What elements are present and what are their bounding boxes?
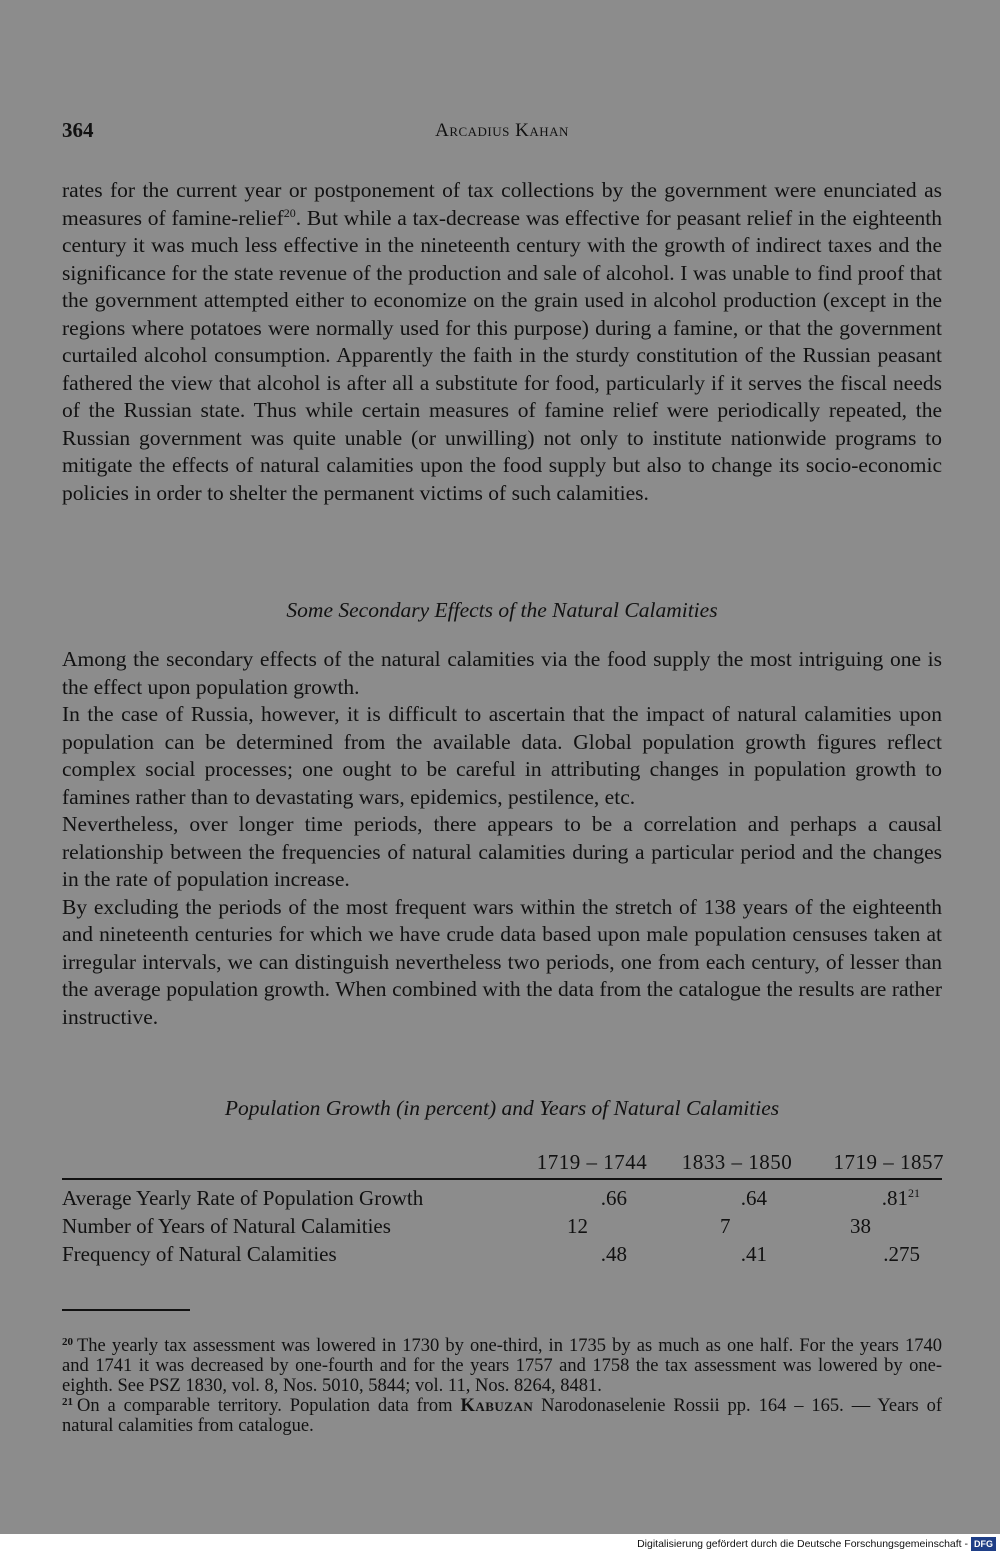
footnote-divider [62, 1309, 190, 1311]
paragraph: In the case of Russia, however, it is difficult to ascertain that the impact of natural calamities upon population can be determined from the available data. Global population growth figures reflect complex social processes; one ought to be careful in attributing changes in population growth to famines rather than to devastating wars, epidemics, pestilence, etc. [62, 702, 942, 809]
table-body [62, 1180, 942, 1270]
table-row [62, 1242, 942, 1270]
footnote-21 [62, 1396, 942, 1436]
table-title: Population Growth (in percent) and Years of Natural Calamities [224, 1096, 780, 1120]
credit-text: Digitalisierung gefördert durch die Deutsche Forschungsgemeinschaft - [637, 1538, 968, 1550]
footnote-mark: 21 [62, 1396, 73, 1408]
section-body [62, 646, 942, 1031]
dfg-logo-icon: DFG [971, 1537, 996, 1551]
footnote-mark: 20 [62, 1336, 73, 1348]
table-cell: .64 [740, 1186, 767, 1210]
footnote-text: The yearly tax assessment was lowered in 1730 by one-third, in 1735 by as much as one half. For the years 1740 and 1741 it was decreased by one-fourth and for the years 1757 and 1758 the tax assessment was lowered by one-eighth. See PSZ 1830, vol. 8, Nos. 5010, 5844; vol. 11, Nos. 8264, 8481. [62, 1336, 942, 1396]
footnote-20 [62, 1336, 942, 1396]
row-label: Average Yearly Rate of Population Growth [62, 1186, 424, 1210]
footnote-ref-21: 21 [908, 1186, 920, 1200]
section-heading: Some Secondary Effects of the Natural Calamities [286, 598, 718, 622]
table-row [62, 1214, 942, 1242]
table-cell [842, 1186, 920, 1211]
table-cell: 12 [567, 1214, 588, 1238]
table-row [62, 1186, 942, 1214]
column-header: 1833 – 1850 [681, 1150, 793, 1174]
table-cell: 38 [850, 1214, 871, 1238]
column-header: 1719 – 1857 [833, 1150, 944, 1174]
paragraph: Among the secondary effects of the natural calamities via the food supply the most intriguing one is the effect upon population growth. [62, 647, 942, 699]
cited-author: Kabuzan [460, 1396, 534, 1416]
row-label: Frequency of Natural Calamities [62, 1242, 337, 1266]
table-cell: .41 [740, 1242, 767, 1266]
paragraph-text: . But while a tax-decrease was effective for peasant relief in the eighteenth century it was much less effective in the nineteenth century with the growth of indirect taxes and the significance for the state revenue of the production and sale of alcohol. I was unable to find proof that the government attempted either to economize on the grain used in alcohol production (except in the regions where potatoes were normally used for this purpose) during a famine, or that the government curtailed alcohol consumption. Apparently the faith in the sturdy constitution of the Russian peasant fathered the view that alcohol is after all a substitute for food, particularly if it serves the fiscal needs of the Russian state. Thus while certain measures of famine relief were periodically repeated, the Russian government was quite unable (or unwilling) not only to institute nationwide programs to mitigate the effects of natural calamities upon the food supply but also to change its socio-economic policies in order to shelter the permanent victims of such calamities. [62, 205, 943, 505]
column-header: 1719 – 1744 [536, 1150, 648, 1174]
digitization-credit [637, 1537, 996, 1551]
table-cell: .66 [600, 1186, 627, 1210]
footnote-text: Narodonaselenie Rossii pp. 164 – 165. — Years of natural calamities from catalogue. [62, 1396, 943, 1436]
footnote-ref-20: 20 [283, 205, 296, 220]
paragraph-text: rates for the current year or postponement of tax collections by the government were enunciated as measures of famine-relief [62, 178, 942, 230]
population-table [62, 1150, 942, 1270]
cell-value: .81 [881, 1186, 908, 1210]
table-cell: .48 [600, 1242, 627, 1266]
page-number: 364 [62, 118, 94, 142]
table-header [62, 1150, 942, 1180]
footnotes [62, 1336, 942, 1436]
running-head-author: Arcadius Kahan [435, 120, 569, 141]
table-cell: .275 [883, 1242, 920, 1266]
top-paragraph [62, 177, 942, 507]
row-label: Number of Years of Natural Calamities [62, 1214, 391, 1238]
running-head [62, 118, 942, 148]
paragraph: By excluding the periods of the most frequent wars within the stretch of 138 years of the eighteenth and nineteenth centuries for which we have crude data based upon male population censuses taken at irregular intervals, we can distinguish nevertheless two periods, one from each century, of lesser than the average population growth. When combined with the data from the catalogue the results are rather instructive. [62, 894, 942, 1029]
paragraph: Nevertheless, over longer time periods, there appears to be a correlation and perhaps a causal relationship between the frequencies of natural calamities during a particular period and the changes in the rate of population increase. [62, 812, 942, 891]
footnote-text: On a comparable territory. Population data from [77, 1396, 453, 1416]
table-cell: 7 [720, 1214, 731, 1238]
